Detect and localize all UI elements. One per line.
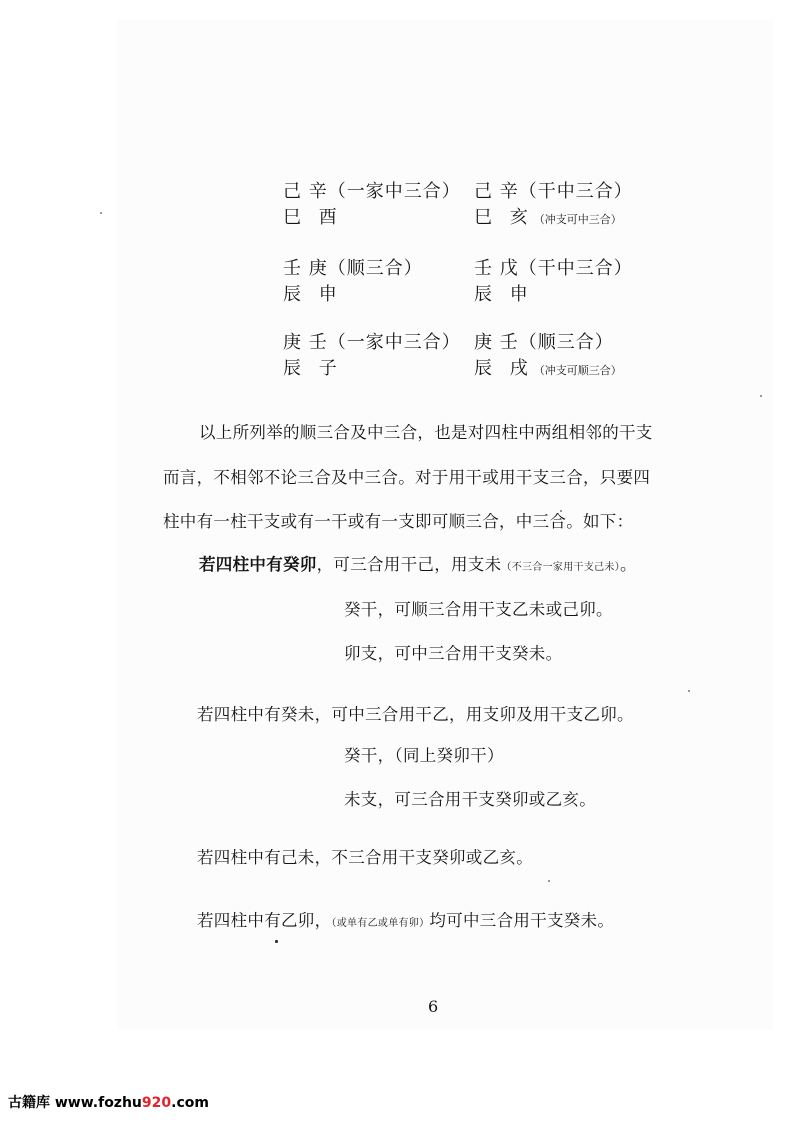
pair-3-right-top: 庚 壬（顺三合）: [474, 332, 614, 353]
case-1-line: 若四柱中有癸卯，可三合用干己，用支未（不三合一家用干支己未）。: [199, 555, 637, 574]
pair-3-left-bottom: 辰 子: [283, 358, 343, 379]
case-1-lead: 若四柱中有癸卯: [199, 555, 317, 574]
paragraph-line-2: 而言，不相邻不论三合及中三合。对于用干或用干支三合，只要四: [163, 468, 651, 487]
case-1-note: （不三合一家用干支己未）: [501, 562, 621, 573]
case-1-sub-2: 卯支，可中三合用干支癸未。: [344, 644, 563, 663]
pair-3-right-bottom: 辰 戌（冲支可顺三合）: [474, 358, 622, 379]
scan-speck: [548, 880, 550, 882]
paragraph-line-3: 柱中有一柱干支或有一干或有一支即可顺三合，中三合。如下：: [163, 512, 634, 531]
pair-1-right-bottom: 巳 亥（冲支可中三合）: [474, 207, 622, 228]
scan-speck: [275, 940, 278, 943]
case-2-line: 若四柱中有癸未，可中三合用干乙，用支卯及用干支乙卯。: [197, 705, 634, 724]
pair-1-right-top: 己 辛（干中三合）: [474, 181, 633, 202]
pair-1-left-top: 己 辛（一家中三合）: [283, 181, 461, 202]
case-1-sub-1: 癸干，可顺三合用干支乙未或己卯。: [344, 600, 613, 619]
pair-2-right-bottom: 辰 申: [474, 284, 534, 305]
case-2-sub-1: 癸干，（同上癸卯干）: [344, 746, 504, 765]
scan-speck: [760, 395, 762, 397]
case-4-note: （或单有乙或单有卯）: [331, 918, 430, 929]
paragraph-line-1: 以上所列举的顺三合及中三合，也是对四柱中两组相邻的干支: [199, 423, 653, 442]
site-watermark: 古籍库 www.fozhu920.com: [8, 1095, 209, 1111]
scan-speck: [100, 212, 102, 214]
pair-3-left-top: 庚 壬（一家中三合）: [283, 332, 461, 353]
pair-2-left-top: 壬 庚（顺三合）: [283, 258, 423, 279]
case-2-sub-2: 未支，可三合用干支癸卯或乙亥。: [344, 790, 596, 809]
page-number: 6: [428, 997, 439, 1016]
case-3-line: 若四柱中有己未，不三合用干支癸卯或乙亥。: [197, 848, 533, 867]
case-1-text: ，可三合用干己，用支未: [316, 555, 502, 574]
pair-2-right-top: 壬 戊（干中三合）: [474, 258, 633, 279]
pair-1-left-bottom: 巳 酉: [283, 207, 343, 228]
pair-2-left-bottom: 辰 申: [283, 284, 343, 305]
case-4-line: 若四柱中有乙卯，（或单有乙或单有卯）均可中三合用干支癸未。: [197, 911, 615, 930]
scan-speck: [688, 690, 690, 692]
